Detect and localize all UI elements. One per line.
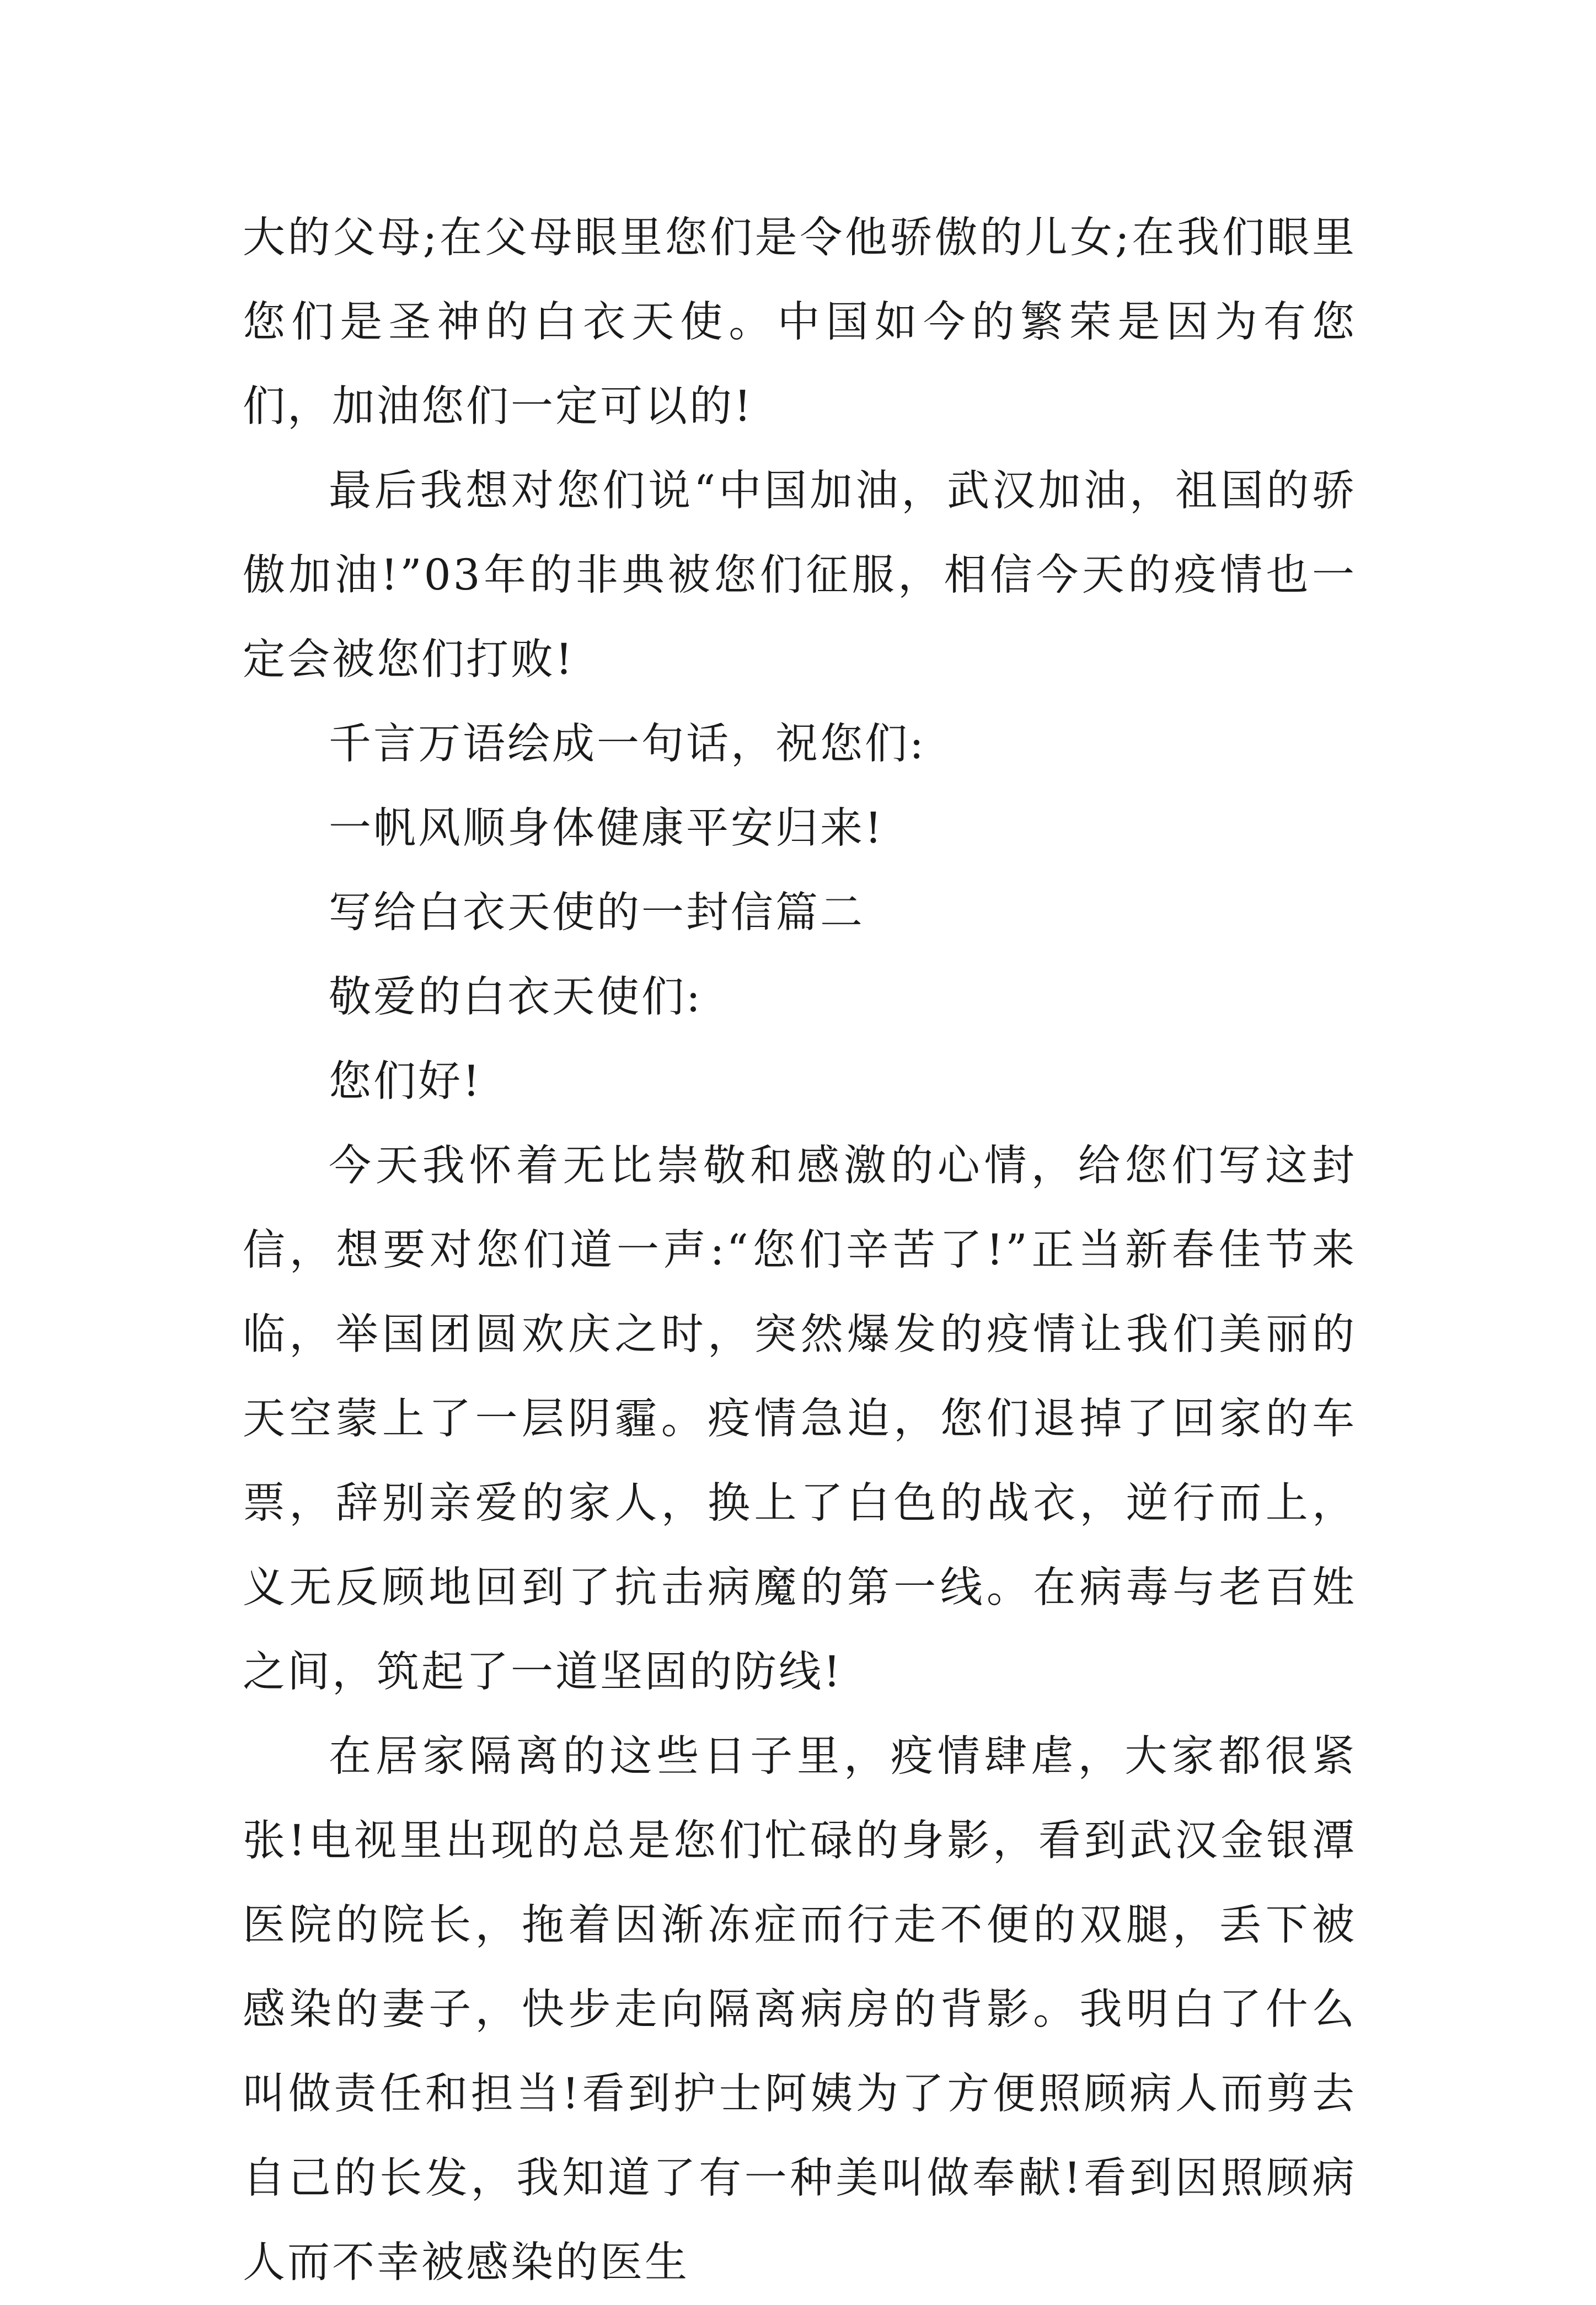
paragraph-quarantine: 在居家隔离的这些日子里，疫情肆虐，大家都很紧张!电视里出现的总是您们忙碌的身影，看到武汉金银潭医院的院长，拖着因渐冻症而行走不便的双腿，丢下被感染的妻子，快步走向隔离病房的背影。我明白了什么叫做责任和担当!看到护士阿姨为了方便照顾病人而剪去自己的长发，我知道了有一种美叫做奉献!看到因照顾病人而不幸被感染的医生 — [243, 1732, 1357, 2287]
section-title: 写给白衣天使的一封信篇二 — [329, 888, 865, 937]
paragraph-continuation: 大的父母;在父母眼里您们是令他骄傲的儿女;在我们眼里您们是圣神的白衣天使。中国如今的繁荣是因为有您们，加油您们一定可以的! — [243, 213, 1357, 431]
paragraph-intro: 今天我怀着无比崇敬和感激的心情，给您们写这封信，想要对您们道一声:“您们辛苦了!”正当新春佳节来临，举国团圆欢庆之时，突然爆发的疫情让我们美丽的天空蒙上了一层阴霾。疫情急迫，您们退掉了回家的车票，辞别亲爱的家人，换上了白色的战衣，逆行而上，义无反顾地回到了抗击病魔的第一线。在病毒与老百姓之间，筑起了一道坚固的防线! — [243, 1141, 1357, 1697]
paragraph-closing-wish: 最后我想对您们说“中国加油，武汉加油，祖国的骄傲加油!”03年的非典被您们征服，相信今天的疫情也一定会被您们打败! — [243, 467, 1357, 684]
paragraph-summary: 千言万语绘成一句话，祝您们: — [329, 720, 926, 769]
greeting: 您们好! — [329, 1057, 482, 1106]
paragraph-blessing: 一帆风顺身体健康平安归来! — [329, 804, 884, 853]
salutation: 敬爱的白衣天使们: — [329, 973, 703, 1022]
body-text — [243, 196, 1357, 2305]
